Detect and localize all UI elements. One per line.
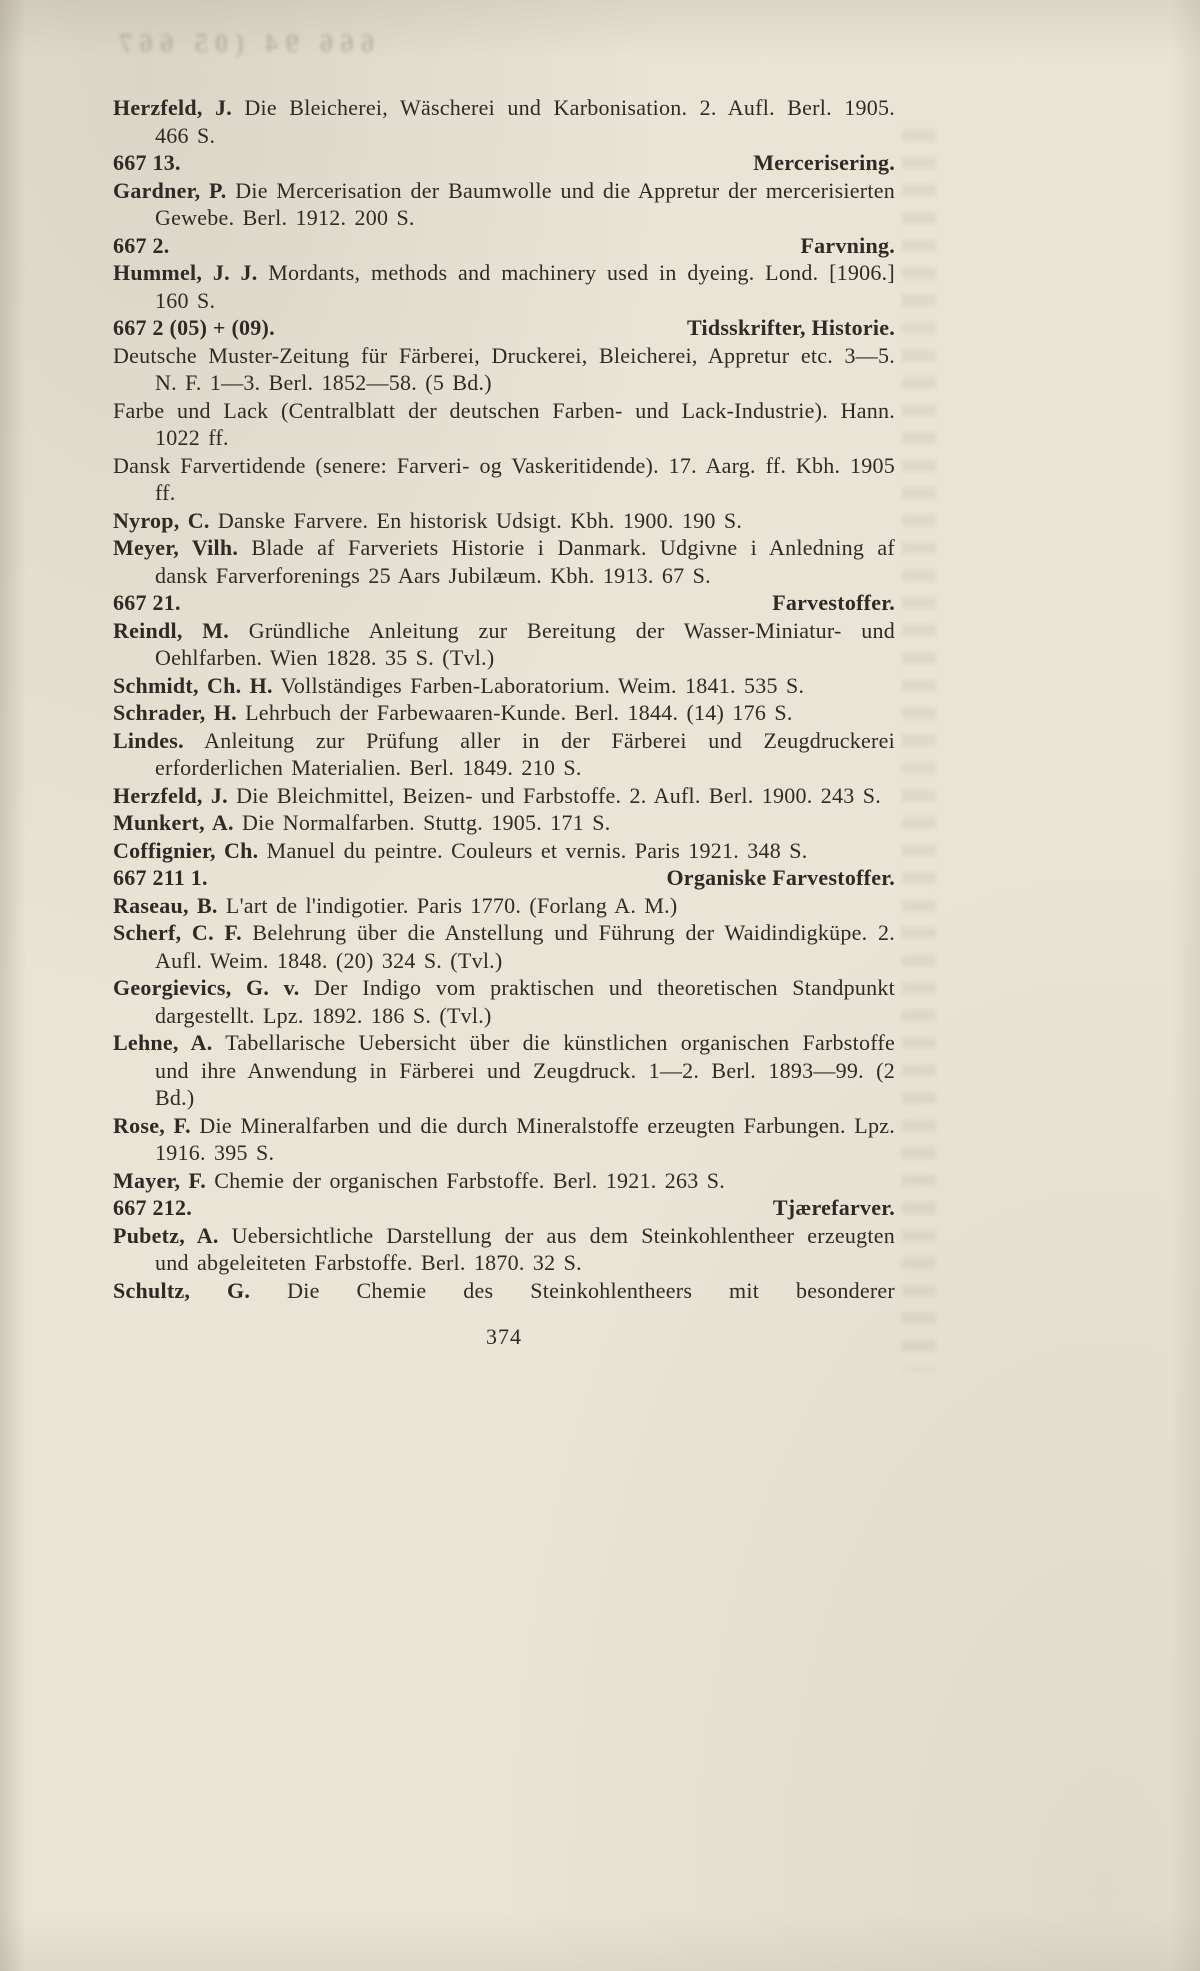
bibliography-entry: Deutsche Muster-Zeitung für Färberei, Druckerei, Bleicherei, Appretur etc. 3—5. N. F. 1—3. Berl. 1852—58. (5 Bd.): [113, 342, 895, 395]
page-content: [113, 94, 895, 1350]
entry-author: Herzfeld, J.: [113, 782, 228, 808]
entry-author: Raseau, B.: [113, 892, 218, 918]
entry-author: Georgievics, G. v.: [113, 975, 300, 1000]
bibliography-entry: Reindl, M. Gründliche Anleitung zur Bereitung der Wasser-Miniatur- und Oehlfarben. Wien 1828. 35 S. (Tvl.): [113, 617, 895, 670]
entry-author: Reindl, M.: [113, 617, 230, 643]
classification-code: 667 13.: [113, 150, 181, 175]
classification-code: 667 211 1.: [113, 865, 208, 890]
classification-code: 667 2.: [113, 232, 170, 258]
bibliography-entry: Lehne, A. Tabellarische Uebersicht über die künstlichen organischen Farbstoffe und ihre Anwendung in Färberei und Zeugdruck. 1—2. Berl. 1893—99. (2 Bd.): [113, 1030, 895, 1110]
classification-code: 667 2 (05) + (09).: [113, 315, 275, 340]
entry-author: Hummel, J. J.: [113, 260, 258, 285]
bibliography-entry: Gardner, P. Die Mercerisation der Baumwolle und die Appretur der mercerisierten Gewebe. Berl. 1912. 200 S.: [113, 177, 895, 230]
entry-author: Munkert, A.: [113, 810, 234, 835]
page-number: 374: [486, 1324, 522, 1349]
bibliography-entry: Georgievics, G. v. Der Indigo vom praktischen und theoretischen Standpunkt dargestellt. Lpz. 1892. 186 S. (Tvl.): [113, 975, 895, 1028]
entry-author: Herzfeld, J.: [113, 95, 232, 120]
entry-author: Gardner, P.: [113, 177, 227, 203]
bibliography-entry: Coffignier, Ch. Manuel du peintre. Couleurs et vernis. Paris 1921. 348 S.: [113, 837, 808, 863]
entry-author: Schultz, G.: [113, 1277, 251, 1303]
bibliography-entry: Mayer, F. Chemie der organischen Farbstoffe. Berl. 1921. 263 S.: [113, 1167, 725, 1193]
bibliography-entry: Munkert, A. Die Normalfarben. Stuttg. 1905. 171 S.: [113, 810, 611, 835]
section-title: Farvestoffer.: [772, 590, 895, 615]
section-title: Farvning.: [800, 232, 895, 258]
bibliography-entry: Schultz, G. Die Chemie des Steinkohlentheers mit besonderer: [113, 1277, 895, 1303]
bibliography-entry: Schrader, H. Lehrbuch der Farbewaaren-Kunde. Berl. 1844. (14) 176 S.: [113, 700, 793, 725]
section-title: Tidsskrifter, Historie.: [686, 315, 895, 340]
section-title: Tjærefarver.: [772, 1195, 895, 1220]
classification-code: 667 21.: [113, 590, 181, 615]
bibliography-entry: Raseau, B. L'art de l'indigotier. Paris 1770. (Forlang A. M.): [113, 892, 678, 918]
section-heading: [113, 314, 895, 342]
bibliography-entry: Rose, F. Die Mineralfarben und die durch Mineralstoffe erzeugten Farbungen. Lpz. 1916. 395 S.: [113, 1112, 895, 1165]
entry-author: Coffignier, Ch.: [113, 837, 259, 863]
entry-author: Lehne, A.: [113, 1030, 213, 1055]
classification-code: 667 212.: [113, 1195, 192, 1220]
bibliography-entry: Scherf, C. F. Belehrung über die Anstellung und Führung der Waidindigküpe. 2. Aufl. Weim. 1848. (20) 324 S. (Tvl.): [113, 920, 895, 973]
bibliography-list: [113, 94, 895, 1304]
entry-author: Schrader, H.: [113, 700, 237, 725]
bibliography-entry: Farbe und Lack (Centralblatt der deutschen Farben- und Lack-Industrie). Hann. 1022 ff.: [113, 397, 895, 450]
entry-author: Mayer, F.: [113, 1167, 206, 1193]
bibliography-entry: Meyer, Vilh. Blade af Farveriets Historie i Danmark. Udgivne i Anledning af dansk Farverforenings 25 Aars Jubilæum. Kbh. 1913. 67 S.: [113, 535, 895, 588]
bibliography-entry: Herzfeld, J. Die Bleichmittel, Beizen- und Farbstoffe. 2. Aufl. Berl. 1900. 243 S.: [113, 782, 882, 808]
bleedthrough-text: 666 94 (05 667: [112, 28, 375, 58]
bibliography-entry: Dansk Farvertidende (senere: Farveri- og Vaskeritidende). 17. Aarg. ff. Kbh. 1905 ff.: [113, 452, 895, 505]
bibliography-entry: Nyrop, C. Danske Farvere. En historisk Udsigt. Kbh. 1900. 190 S.: [113, 507, 743, 533]
section-heading: [113, 149, 895, 177]
bibliography-entry: Lindes. Anleitung zur Prüfung aller in der Färberei und Zeugdruckerei erforderlichen Materialien. Berl. 1849. 210 S.: [113, 727, 895, 780]
section-heading: [113, 864, 895, 892]
bibliography-entry: Pubetz, A. Uebersichtliche Darstellung der aus dem Steinkohlentheer erzeugten und abgeleiteten Farbstoffe. Berl. 1870. 32 S.: [113, 1222, 895, 1275]
section-heading: [113, 1194, 895, 1222]
section-title: Mercerisering.: [753, 150, 895, 175]
entry-author: Lindes.: [113, 727, 184, 753]
section-heading: [113, 589, 895, 617]
bibliography-entry: Hummel, J. J. Mordants, methods and machinery used in dyeing. Lond. [1906.] 160 S.: [113, 260, 895, 313]
entry-author: Meyer, Vilh.: [113, 535, 239, 560]
entry-author: Pubetz, A.: [113, 1222, 219, 1248]
entry-author: Nyrop, C.: [113, 507, 210, 533]
bibliography-entry: Herzfeld, J. Die Bleicherei, Wäscherei und Karbonisation. 2. Aufl. Berl. 1905. 466 S.: [113, 95, 895, 148]
section-heading: [113, 232, 895, 260]
entry-author: Schmidt, Ch. H.: [113, 672, 273, 698]
entry-author: Scherf, C. F.: [113, 920, 242, 945]
bibliography-entry: Schmidt, Ch. H. Vollständiges Farben-Laboratorium. Weim. 1841. 535 S.: [113, 672, 805, 698]
section-title: Organiske Farvestoffer.: [666, 865, 895, 890]
entry-author: Rose, F.: [113, 1112, 191, 1138]
